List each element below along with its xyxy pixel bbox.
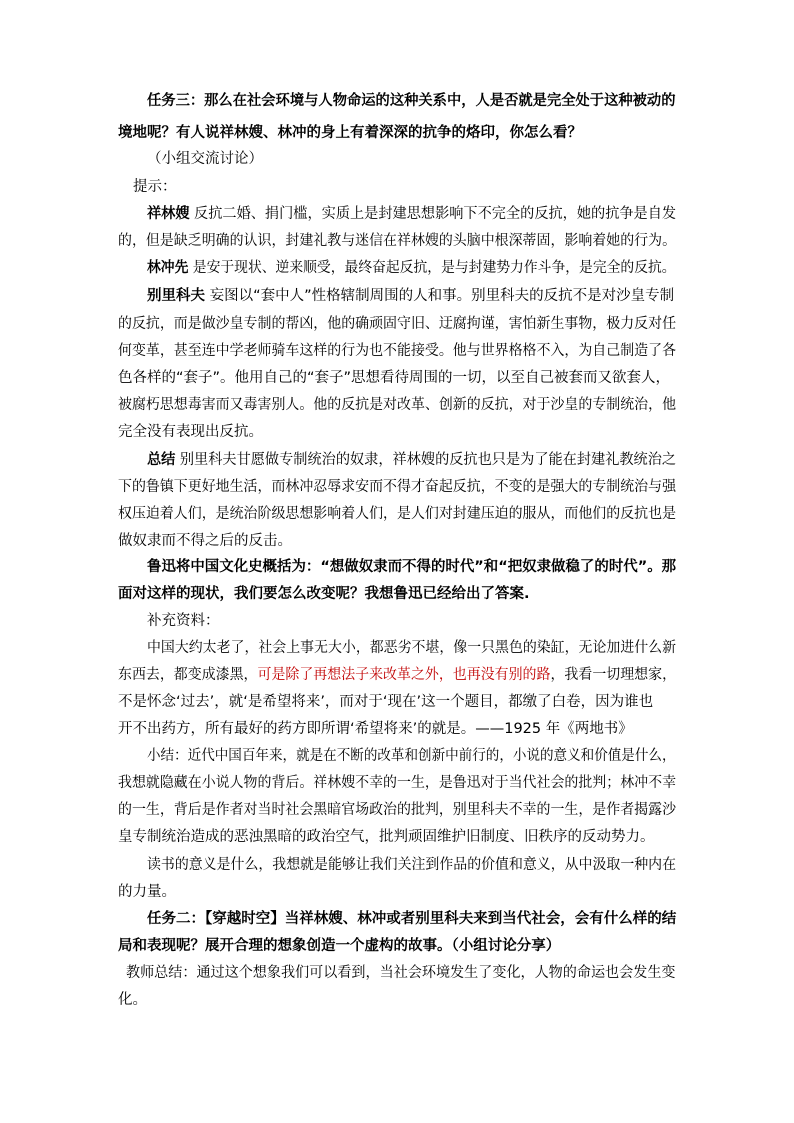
- task2-heading-line2: 局和表现呢？展开合理的想象创造一个虚构的故事。（小组讨论分享）: [118, 938, 561, 954]
- luxun-line1: 鲁迅将中国文化史概括为：“想做奴隶而不得的时代”和“把奴隶做稳了的时代”。那: [147, 559, 677, 575]
- linchong-line1: 林冲先 是安于现状、逆来顺受，最终奋起反抗，是与封建势力作斗争，是完全的反抗。: [147, 260, 676, 276]
- summary-line3: 权压迫着人们，是统治阶级思想影响着人们，是人们对封建压迫的服从，而他们的反抗也是: [118, 506, 677, 522]
- quote-line1: 中国大约太老了，社会上事无大小，都恶劣不堪，像一只黑色的染缸，无论加进什么新: [147, 640, 677, 656]
- supplement-label: 补充资料：: [147, 613, 220, 629]
- quote-line4: 开不出药方，所有最好的药方即所谓‘希望将来’的就是。——1925 年《两地书》: [118, 721, 633, 737]
- task3-heading-line1: 任务三：那么在社会环境与人物命运的这种关系中，人是否就是完全处于这种被动的: [147, 93, 676, 109]
- discussion-note: （小组交流讨论）: [147, 151, 263, 167]
- linchong-label: 林冲先: [147, 260, 189, 276]
- summary-line2: 下的鲁镇下更好地生活，而林冲忍辱求安而不得才奋起反抗，不变的是强大的专制统治与强: [118, 479, 677, 495]
- task2-heading-line1: 任务二：【穿越时空】当祥林嫂、林冲或者别里科夫来到当代社会，会有什么样的结: [147, 911, 677, 927]
- belikov-line5: 被腐朽思想毒害而又毒害别人。他的反抗是对改革、创新的反抗，对于沙皇的专制统治，他: [118, 397, 677, 413]
- belikov-line1: 别里科夫 妄图以“套中人”性格辖制周围的人和事。别里科夫的反抗不是对沙皇专制: [147, 288, 675, 304]
- quote-highlight: 可是除了再想法子来改革之外，也再没有别的路: [257, 667, 551, 683]
- belikov-line4: 色各样的“套子”。他用自己的“套子”思想看待周围的一切，以至自己被套而又欲套人，: [118, 370, 671, 386]
- belikov-line3: 何变革，甚至连中学老师骑车这样的行为也不能接受。他与世界格格不入，为自己制造了各: [118, 343, 677, 359]
- luxun-line2: 面对这样的现状，我们要怎么改变呢？我想鲁迅已经给出了答案.: [118, 586, 530, 602]
- task3-heading-line2: 境地呢？有人说祥林嫂、林冲的身上有着深深的抗争的烙印，你怎么看？: [118, 125, 582, 141]
- belikov-label: 别里科夫: [147, 288, 205, 304]
- belikov-line6: 完全没有表现出反抗。: [118, 424, 263, 440]
- minisummary-line3: 的一生，背后是作者对当时社会黑暗官场政治的批判，别里科夫不幸的一生，是作者揭露沙: [118, 802, 677, 818]
- xianglinsao-line2: 的，但是缺乏明确的认识，封建礼教与迷信在祥林嫂的头脑中根深蒂固，影响着她的行为。: [118, 233, 677, 249]
- reading-line1: 读书的意义是什么，我想就是能够让我们关注到作品的价值和意义，从中汲取一种内在: [147, 857, 677, 873]
- summary-line1: 总结 别里科夫甘愿做专制统治的奴隶，祥林嫂的反抗也只是为了能在封建礼教统治之: [147, 452, 677, 468]
- summary-label: 总结: [147, 452, 176, 468]
- belikov-line2: 的反抗，而是做沙皇专制的帮凶，他的确顽固守旧、迂腐拘谨，害怕新生事物，极力反对任: [118, 316, 677, 332]
- minisummary-line1: 小结：近代中国百年来，就是在不断的改革和创新中前行的，小说的意义和价值是什么，: [147, 748, 676, 764]
- teacher-summary-line1: 教师总结：通过这个想象我们可以看到，当社会环境发生了变化，人物的命运也会发生变: [126, 965, 676, 981]
- xianglinsao-line1: 祥林嫂 反抗二婚、捐门槛，实质上是封建思想影响下不完全的反抗，她的抗争是自发: [147, 206, 677, 222]
- reading-line2: 的力量。: [118, 884, 176, 900]
- quote-line3: 不是怀念‘过去’，就‘是希望将来’，而对于‘现在’这一个题目，都缴了白卷，因为谁也: [118, 694, 654, 710]
- quote-line2: 东西去，都变成漆黑，可是除了再想法子来改革之外，也再没有别的路，我看一切理想家，: [118, 667, 677, 683]
- minisummary-line2: 我想就隐藏在小说人物的背后。祥林嫂不幸的一生，是鲁迅对于当代社会的批判；林冲不幸: [118, 775, 677, 791]
- minisummary-line4: 皇专制统治造成的恶浊黑暗的政治空气，批判顽固维护旧制度、旧秩序的反动势力。: [118, 829, 655, 845]
- xianglinsao-label: 祥林嫂: [147, 206, 190, 222]
- hint-label: 提示：: [133, 179, 177, 195]
- teacher-summary-line2: 化。: [118, 992, 147, 1008]
- summary-line4: 做奴隶而不得之后的反击。: [118, 533, 292, 549]
